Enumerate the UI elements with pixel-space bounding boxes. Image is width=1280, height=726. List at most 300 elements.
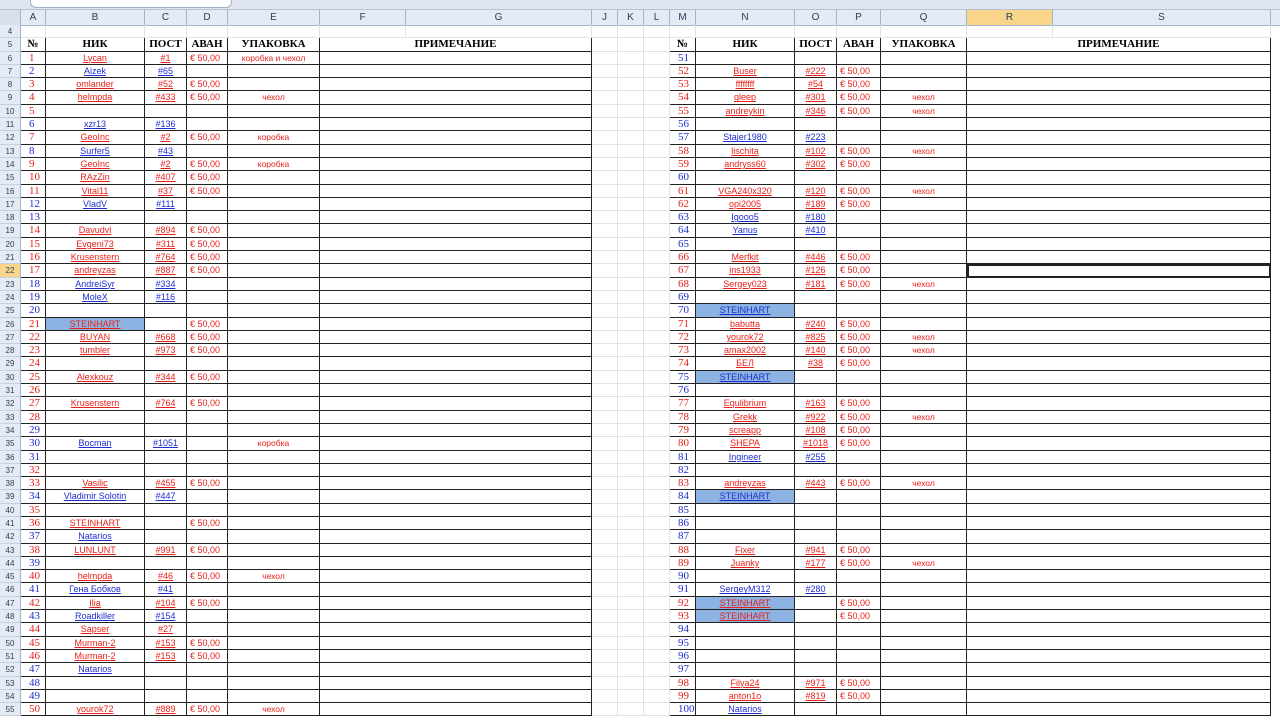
cell-avans[interactable]: € 50,00 — [187, 251, 228, 264]
cell-nick[interactable] — [46, 464, 145, 477]
cell-post[interactable] — [145, 451, 187, 464]
cell-nick[interactable]: lischita — [696, 145, 795, 158]
cell-post[interactable] — [145, 504, 187, 517]
cell-number[interactable]: 20 — [21, 304, 46, 317]
cell-post[interactable] — [795, 52, 837, 65]
cell-note[interactable] — [967, 490, 1271, 503]
cell[interactable] — [696, 25, 795, 38]
cell-note[interactable] — [967, 264, 1271, 277]
cell-number[interactable]: 32 — [21, 464, 46, 477]
header-cell[interactable]: НИК — [696, 38, 795, 51]
cell-post[interactable]: #991 — [145, 544, 187, 557]
cell-number[interactable]: 8 — [21, 145, 46, 158]
row-header[interactable]: 12 — [0, 131, 21, 144]
cell[interactable] — [644, 637, 670, 650]
cell-note[interactable] — [967, 477, 1271, 490]
cell[interactable] — [618, 158, 644, 171]
cell-post[interactable]: #140 — [795, 344, 837, 357]
cell-number[interactable]: 30 — [21, 437, 46, 450]
cell[interactable] — [881, 25, 967, 38]
cell[interactable] — [618, 304, 644, 317]
cell-note[interactable] — [320, 78, 592, 91]
row-header[interactable]: 22 — [0, 264, 21, 277]
cell-avans[interactable] — [837, 304, 881, 317]
cell[interactable] — [592, 437, 618, 450]
cell[interactable] — [644, 131, 670, 144]
cell-post[interactable]: #764 — [145, 397, 187, 410]
cell[interactable] — [592, 371, 618, 384]
cell-nick[interactable] — [46, 677, 145, 690]
cell-note[interactable] — [320, 411, 592, 424]
cell[interactable] — [618, 544, 644, 557]
cell-number[interactable]: 39 — [21, 557, 46, 570]
cell-avans[interactable]: € 50,00 — [837, 91, 881, 104]
cell-packing[interactable]: чехол — [881, 91, 967, 104]
cell[interactable] — [644, 623, 670, 636]
cell[interactable] — [618, 623, 644, 636]
cell-note[interactable] — [967, 171, 1271, 184]
cell-post[interactable]: #922 — [795, 411, 837, 424]
cell[interactable] — [592, 251, 618, 264]
cell-nick[interactable]: MoleX — [46, 291, 145, 304]
cell-avans[interactable]: € 50,00 — [187, 544, 228, 557]
cell-post[interactable] — [795, 623, 837, 636]
cell-nick[interactable]: Bocman — [46, 437, 145, 450]
cell-avans[interactable]: € 50,00 — [837, 344, 881, 357]
cell[interactable] — [592, 570, 618, 583]
cell-number[interactable]: 90 — [670, 570, 696, 583]
cell-post[interactable] — [795, 610, 837, 623]
column-header-s[interactable]: S — [1053, 10, 1271, 25]
cell-note[interactable] — [320, 238, 592, 251]
cell-post[interactable] — [795, 118, 837, 131]
cell-packing[interactable] — [881, 424, 967, 437]
cell-packing[interactable] — [228, 490, 320, 503]
cell-nick[interactable]: VladV — [46, 198, 145, 211]
row-header[interactable]: 41 — [0, 517, 21, 530]
cell-note[interactable] — [967, 198, 1271, 211]
cell-note[interactable] — [967, 65, 1271, 78]
cell[interactable] — [644, 690, 670, 703]
header-cell[interactable]: ПОСТ — [795, 38, 837, 51]
cell-number[interactable]: 89 — [670, 557, 696, 570]
cell[interactable] — [644, 38, 670, 51]
cell[interactable] — [618, 251, 644, 264]
cell-packing[interactable] — [881, 637, 967, 650]
cell-avans[interactable] — [187, 118, 228, 131]
cell-post[interactable] — [145, 105, 187, 118]
cell-number[interactable]: 65 — [670, 238, 696, 251]
cell[interactable] — [644, 650, 670, 663]
cell[interactable] — [644, 504, 670, 517]
cell-nick[interactable] — [696, 118, 795, 131]
cell-nick[interactable]: andreykin — [696, 105, 795, 118]
cell-post[interactable]: #108 — [795, 424, 837, 437]
cell-nick[interactable]: andreyzas — [46, 264, 145, 277]
cell-nick[interactable] — [696, 517, 795, 530]
cell-number[interactable]: 100 — [670, 703, 696, 716]
cell[interactable] — [618, 371, 644, 384]
cell-avans[interactable] — [837, 451, 881, 464]
cell-avans[interactable] — [187, 451, 228, 464]
cell-nick[interactable] — [696, 650, 795, 663]
cell-packing[interactable] — [228, 105, 320, 118]
cell-note[interactable] — [320, 118, 592, 131]
cell[interactable] — [592, 331, 618, 344]
cell-avans[interactable]: € 50,00 — [837, 357, 881, 370]
cell[interactable] — [228, 25, 320, 38]
cell-note[interactable] — [320, 557, 592, 570]
row-header[interactable]: 19 — [0, 224, 21, 237]
cell[interactable] — [592, 131, 618, 144]
cell[interactable] — [644, 477, 670, 490]
cell[interactable] — [592, 637, 618, 650]
cell-avans[interactable] — [837, 238, 881, 251]
cell-number[interactable]: 55 — [670, 105, 696, 118]
cell-avans[interactable]: € 50,00 — [187, 171, 228, 184]
cell-note[interactable] — [967, 331, 1271, 344]
cell-avans[interactable]: € 50,00 — [187, 91, 228, 104]
cell-nick[interactable]: Vital11 — [46, 185, 145, 198]
cell-nick[interactable]: AndreiSyr — [46, 278, 145, 291]
cell-avans[interactable] — [187, 610, 228, 623]
cell-nick[interactable]: STEINHART — [46, 318, 145, 331]
cell-number[interactable]: 86 — [670, 517, 696, 530]
cell-note[interactable] — [967, 224, 1271, 237]
cell-packing[interactable]: чехол — [881, 411, 967, 424]
cell[interactable] — [644, 78, 670, 91]
cell[interactable] — [644, 264, 670, 277]
cell-nick[interactable] — [46, 105, 145, 118]
cell-note[interactable] — [967, 131, 1271, 144]
header-cell[interactable]: № — [670, 38, 696, 51]
cell-note[interactable] — [320, 490, 592, 503]
cell-nick[interactable]: ins1933 — [696, 264, 795, 277]
cell[interactable] — [670, 25, 696, 38]
cell-nick[interactable]: Murman-2 — [46, 650, 145, 663]
cell-nick[interactable]: STEINHART — [696, 371, 795, 384]
cell-nick[interactable]: yourok72 — [696, 331, 795, 344]
cell-nick[interactable]: Filya24 — [696, 677, 795, 690]
cell-nick[interactable] — [696, 663, 795, 676]
cell-note[interactable] — [320, 610, 592, 623]
cell[interactable] — [618, 278, 644, 291]
sheet-tab[interactable] — [30, 0, 232, 8]
cell-packing[interactable] — [228, 291, 320, 304]
cell-post[interactable]: #887 — [145, 264, 187, 277]
cell-note[interactable] — [320, 583, 592, 596]
cell[interactable] — [644, 663, 670, 676]
cell-packing[interactable] — [881, 530, 967, 543]
cell[interactable] — [618, 650, 644, 663]
cell-nick[interactable] — [696, 504, 795, 517]
cell-post[interactable]: #27 — [145, 623, 187, 636]
cell-packing[interactable] — [881, 78, 967, 91]
cell-avans[interactable]: € 50,00 — [187, 703, 228, 716]
cell[interactable] — [644, 251, 670, 264]
row-header[interactable]: 9 — [0, 91, 21, 104]
cell-note[interactable] — [967, 663, 1271, 676]
cell-packing[interactable] — [228, 171, 320, 184]
cell-note[interactable] — [320, 318, 592, 331]
cell-note[interactable] — [320, 544, 592, 557]
cell-nick[interactable]: gleep — [696, 91, 795, 104]
cell[interactable] — [644, 464, 670, 477]
cell-number[interactable]: 48 — [21, 677, 46, 690]
cell-note[interactable] — [320, 424, 592, 437]
cell-note[interactable] — [967, 291, 1271, 304]
cell[interactable] — [592, 623, 618, 636]
cell-note[interactable] — [320, 637, 592, 650]
cell-number[interactable]: 73 — [670, 344, 696, 357]
cell-nick[interactable]: Vasilic — [46, 477, 145, 490]
cell-note[interactable] — [967, 424, 1271, 437]
cell[interactable] — [618, 610, 644, 623]
cell-number[interactable]: 3 — [21, 78, 46, 91]
cell-number[interactable]: 52 — [670, 65, 696, 78]
cell-post[interactable] — [145, 424, 187, 437]
cell-post[interactable]: #346 — [795, 105, 837, 118]
row-header[interactable]: 45 — [0, 570, 21, 583]
cell-avans[interactable] — [187, 357, 228, 370]
cell[interactable] — [592, 185, 618, 198]
cell-number[interactable]: 77 — [670, 397, 696, 410]
cell-avans[interactable]: € 50,00 — [837, 185, 881, 198]
cell[interactable] — [618, 224, 644, 237]
cell[interactable] — [618, 690, 644, 703]
cell[interactable] — [644, 318, 670, 331]
cell-number[interactable]: 10 — [21, 171, 46, 184]
cell-note[interactable] — [320, 131, 592, 144]
row-header[interactable]: 15 — [0, 171, 21, 184]
column-header-k[interactable]: K — [618, 10, 644, 25]
cell-nick[interactable] — [46, 690, 145, 703]
cell-avans[interactable]: € 50,00 — [837, 331, 881, 344]
cell-note[interactable] — [967, 238, 1271, 251]
cell-post[interactable]: #764 — [145, 251, 187, 264]
cell-avans[interactable]: € 50,00 — [837, 251, 881, 264]
cell[interactable] — [644, 703, 670, 716]
cell-nick[interactable]: Ilia — [46, 597, 145, 610]
cell-number[interactable]: 99 — [670, 690, 696, 703]
cell[interactable] — [644, 198, 670, 211]
cell-number[interactable]: 24 — [21, 357, 46, 370]
row-header[interactable]: 5 — [0, 38, 21, 51]
cell-packing[interactable] — [228, 610, 320, 623]
cell-avans[interactable]: € 50,00 — [187, 158, 228, 171]
header-cell[interactable]: АВАН — [837, 38, 881, 51]
column-header-l[interactable]: L — [644, 10, 670, 25]
cell-nick[interactable]: Krusenstern — [46, 251, 145, 264]
cell-packing[interactable] — [228, 451, 320, 464]
cell-note[interactable] — [967, 530, 1271, 543]
cell-nick[interactable]: Buser — [696, 65, 795, 78]
cell[interactable] — [592, 663, 618, 676]
column-header-r[interactable]: R — [967, 10, 1053, 25]
header-cell[interactable]: УПАКОВКА — [228, 38, 320, 51]
cell-nick[interactable] — [46, 304, 145, 317]
cell-post[interactable] — [795, 171, 837, 184]
cell-number[interactable]: 38 — [21, 544, 46, 557]
cell-packing[interactable] — [228, 145, 320, 158]
cell-avans[interactable] — [187, 384, 228, 397]
cell[interactable] — [795, 25, 837, 38]
cell-avans[interactable] — [187, 65, 228, 78]
cell-post[interactable] — [145, 677, 187, 690]
cell-note[interactable] — [320, 278, 592, 291]
cell-number[interactable]: 50 — [21, 703, 46, 716]
cell-note[interactable] — [320, 451, 592, 464]
cell-avans[interactable]: € 50,00 — [187, 318, 228, 331]
cell[interactable] — [618, 424, 644, 437]
cell-number[interactable]: 45 — [21, 637, 46, 650]
cell-packing[interactable] — [228, 424, 320, 437]
cell-avans[interactable] — [187, 583, 228, 596]
cell-number[interactable]: 88 — [670, 544, 696, 557]
cell-packing[interactable] — [228, 597, 320, 610]
cell-packing[interactable] — [881, 517, 967, 530]
cell-avans[interactable]: € 50,00 — [187, 78, 228, 91]
cell[interactable] — [644, 118, 670, 131]
cell-number[interactable]: 94 — [670, 623, 696, 636]
cell-number[interactable]: 71 — [670, 318, 696, 331]
cell-packing[interactable] — [228, 544, 320, 557]
cell[interactable] — [592, 557, 618, 570]
cell-post[interactable]: #177 — [795, 557, 837, 570]
cell-nick[interactable] — [696, 530, 795, 543]
cell-packing[interactable] — [228, 185, 320, 198]
cell-packing[interactable] — [881, 690, 967, 703]
cell-packing[interactable] — [881, 131, 967, 144]
column-header-d[interactable]: D — [187, 10, 228, 25]
cell-number[interactable]: 98 — [670, 677, 696, 690]
cell-post[interactable]: #819 — [795, 690, 837, 703]
cell-number[interactable]: 66 — [670, 251, 696, 264]
cell[interactable] — [592, 583, 618, 596]
cell-number[interactable]: 4 — [21, 91, 46, 104]
cell[interactable] — [592, 118, 618, 131]
cell-nick[interactable] — [696, 52, 795, 65]
cell-packing[interactable] — [881, 65, 967, 78]
cell-nick[interactable] — [696, 384, 795, 397]
cell[interactable] — [618, 25, 644, 38]
cell[interactable] — [618, 397, 644, 410]
cell-number[interactable]: 56 — [670, 118, 696, 131]
cell-nick[interactable]: Surfer5 — [46, 145, 145, 158]
cell-packing[interactable] — [228, 304, 320, 317]
cell[interactable] — [592, 91, 618, 104]
column-header-m[interactable]: M — [670, 10, 696, 25]
cell-avans[interactable] — [187, 504, 228, 517]
cell-avans[interactable] — [187, 145, 228, 158]
cell-number[interactable]: 1 — [21, 52, 46, 65]
cell[interactable] — [592, 278, 618, 291]
cell-note[interactable] — [320, 91, 592, 104]
cell-note[interactable] — [320, 371, 592, 384]
cell-note[interactable] — [320, 650, 592, 663]
cell-avans[interactable] — [837, 291, 881, 304]
cell-post[interactable]: #46 — [145, 570, 187, 583]
cell-number[interactable]: 58 — [670, 145, 696, 158]
cell-avans[interactable] — [187, 490, 228, 503]
cell[interactable] — [618, 78, 644, 91]
cell-avans[interactable]: € 50,00 — [187, 517, 228, 530]
cell-post[interactable]: #302 — [795, 158, 837, 171]
cell-nick[interactable]: Yanus — [696, 224, 795, 237]
cell-note[interactable] — [320, 224, 592, 237]
row-header[interactable]: 17 — [0, 198, 21, 211]
cell[interactable] — [592, 464, 618, 477]
cell-packing[interactable]: чехол — [881, 278, 967, 291]
row-header[interactable]: 10 — [0, 105, 21, 118]
cell-nick[interactable]: Lycan — [46, 52, 145, 65]
cell-number[interactable]: 93 — [670, 610, 696, 623]
cell-avans[interactable]: € 50,00 — [837, 557, 881, 570]
cell-packing[interactable] — [228, 211, 320, 224]
cell[interactable] — [644, 557, 670, 570]
cell-note[interactable] — [320, 145, 592, 158]
cell-nick[interactable] — [46, 411, 145, 424]
cell-packing[interactable] — [881, 597, 967, 610]
row-header[interactable]: 34 — [0, 424, 21, 437]
cell-post[interactable]: #240 — [795, 318, 837, 331]
cell-packing[interactable] — [228, 663, 320, 676]
cell-post[interactable]: #407 — [145, 171, 187, 184]
cell-number[interactable]: 27 — [21, 397, 46, 410]
cell-post[interactable]: #344 — [145, 371, 187, 384]
cell[interactable] — [618, 357, 644, 370]
cell[interactable] — [644, 145, 670, 158]
cell-post[interactable] — [795, 663, 837, 676]
cell-number[interactable]: 79 — [670, 424, 696, 437]
cell-post[interactable] — [795, 291, 837, 304]
cell-packing[interactable] — [881, 544, 967, 557]
row-header[interactable]: 32 — [0, 397, 21, 410]
cell-post[interactable] — [145, 318, 187, 331]
cell[interactable] — [618, 490, 644, 503]
cell[interactable] — [618, 198, 644, 211]
cell-number[interactable]: 70 — [670, 304, 696, 317]
cell-number[interactable]: 29 — [21, 424, 46, 437]
cell-nick[interactable]: VGA240x320 — [696, 185, 795, 198]
cell[interactable] — [618, 384, 644, 397]
cell-note[interactable] — [967, 357, 1271, 370]
column-header-g[interactable]: G — [406, 10, 592, 25]
cell-post[interactable] — [145, 557, 187, 570]
cell-packing[interactable] — [228, 384, 320, 397]
cell-nick[interactable]: anton1o — [696, 690, 795, 703]
cell-avans[interactable] — [837, 623, 881, 636]
cell-number[interactable]: 60 — [670, 171, 696, 184]
cell-packing[interactable] — [881, 52, 967, 65]
cell[interactable] — [618, 517, 644, 530]
cell-nick[interactable]: SHEPA — [696, 437, 795, 450]
column-header-q[interactable]: Q — [881, 10, 967, 25]
cell[interactable] — [644, 52, 670, 65]
cell-note[interactable] — [320, 171, 592, 184]
cell-post[interactable]: #222 — [795, 65, 837, 78]
header-cell[interactable]: НИК — [46, 38, 145, 51]
cell[interactable] — [592, 544, 618, 557]
cell-note[interactable] — [320, 185, 592, 198]
cell-avans[interactable] — [187, 304, 228, 317]
cell-post[interactable] — [795, 371, 837, 384]
cell-nick[interactable] — [46, 357, 145, 370]
cell-packing[interactable] — [881, 384, 967, 397]
cell-number[interactable]: 19 — [21, 291, 46, 304]
cell-number[interactable]: 37 — [21, 530, 46, 543]
header-cell[interactable]: № — [21, 38, 46, 51]
